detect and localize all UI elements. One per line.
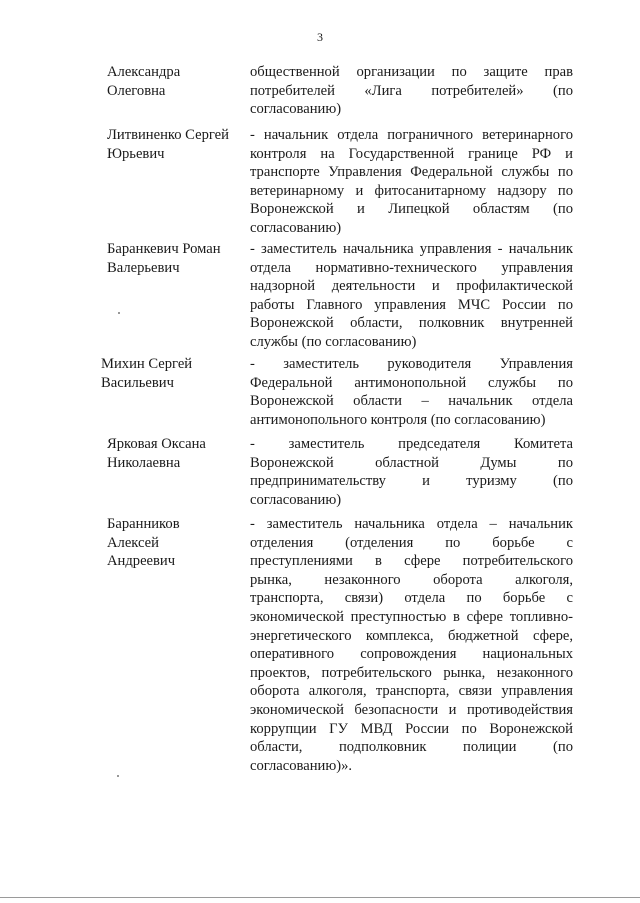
position-line: службы (по согласованию) — [250, 333, 417, 350]
member-name-line: Литвиненко Сергей — [107, 127, 229, 143]
position-line: антимонопольного контроля (по согласованию) — [250, 411, 546, 428]
position-line: оперативного сопровождения национальных — [250, 646, 573, 663]
position-line: транспорта, связи) отдела по борьбе с — [250, 590, 573, 607]
member-name-line: Андреевич — [107, 553, 176, 570]
member-position — [250, 355, 573, 429]
position-line: надзорной деятельности и профилактической — [250, 278, 573, 295]
member-name-line: Олеговна — [107, 82, 166, 99]
member-name — [107, 515, 180, 571]
member-name-line: Валерьевич — [107, 259, 180, 276]
member-name-line: Ярковая Оксана — [107, 436, 206, 452]
member-name-line: Михин Сергей — [101, 356, 193, 372]
member-name-line: Баранников — [107, 516, 180, 532]
position-line: - заместитель руководителя Управления — [250, 356, 573, 372]
position-line: экономической преступностью в сфере топливно- — [250, 608, 573, 625]
position-line: Воронежской и Липецкой областям (по — [250, 201, 573, 218]
position-line: согласованию) — [250, 219, 342, 236]
position-line: экономической безопасности и противодействия — [250, 701, 573, 718]
position-line: ветеринарному и фитосанитарному надзору по — [250, 182, 573, 199]
position-line: - заместитель начальника отдела – начальник — [250, 516, 573, 532]
member-name-line: Юрьевич — [107, 145, 165, 162]
position-line: коррупции ГУ МВД России по Воронежской — [250, 720, 573, 737]
scan-edge — [0, 897, 640, 898]
position-line: Воронежской области, полковник внутренней — [250, 315, 573, 332]
position-line: транспорте Управления Федеральной службы по — [250, 164, 573, 181]
page-number: 3 — [317, 30, 323, 44]
position-line: отделения (отделения по борьбе с — [250, 534, 573, 551]
member-name-line: Васильевич — [101, 374, 174, 391]
position-line: области, подполковник полиции (по — [250, 739, 573, 756]
member-name-line: Николаевна — [107, 454, 181, 471]
position-line: согласованию) — [250, 101, 342, 118]
position-line: Воронежской областной Думы по — [250, 454, 573, 471]
position-line: рынка, незаконного оборота алкоголя, — [250, 571, 573, 588]
position-line: энергетического комплекса, бюджетной сфере, — [250, 627, 573, 644]
member-position — [250, 240, 573, 352]
position-line: общественной организации по защите прав — [250, 64, 573, 80]
member-name — [107, 435, 206, 472]
position-line: - заместитель председателя Комитета — [250, 436, 573, 452]
position-line: - начальник отдела пограничного ветеринарного — [250, 127, 573, 143]
position-line: работы Главного управления МЧС России по — [250, 296, 573, 313]
position-line: Федеральной антимонопольной службы по — [250, 374, 573, 391]
position-line: предпринимательству и туризму (по — [250, 473, 573, 490]
member-position — [250, 126, 573, 238]
scan-speck — [117, 775, 119, 777]
position-line: - заместитель начальника управления - начальник — [250, 241, 573, 257]
scan-speck — [118, 312, 120, 314]
member-name — [107, 63, 180, 100]
member-name-line: Александра — [107, 64, 181, 80]
member-name — [107, 240, 221, 277]
member-position — [250, 63, 573, 119]
position-line: согласованию)». — [250, 757, 353, 774]
position-line: согласованию) — [250, 491, 342, 508]
position-line: преступлениями в сфере потребительского — [250, 553, 573, 570]
position-line: отдела нормативно-технического управления — [250, 259, 573, 276]
position-line: оборота алкоголя, транспорта, связи управления — [250, 683, 573, 700]
member-name-line: Алексей — [107, 534, 159, 551]
position-line: потребителей «Лига потребителей» (по — [250, 82, 573, 99]
member-position — [250, 515, 573, 775]
position-line: контроля на Государственной границе РФ и — [250, 145, 573, 162]
member-name — [107, 126, 229, 163]
member-position — [250, 435, 573, 509]
position-line: Воронежской области – начальник отдела — [250, 393, 573, 410]
member-name-line: Баранкевич Роман — [107, 241, 221, 257]
position-line: проектов, потребительского рынка, незаконного — [250, 664, 573, 681]
member-name — [101, 355, 192, 392]
